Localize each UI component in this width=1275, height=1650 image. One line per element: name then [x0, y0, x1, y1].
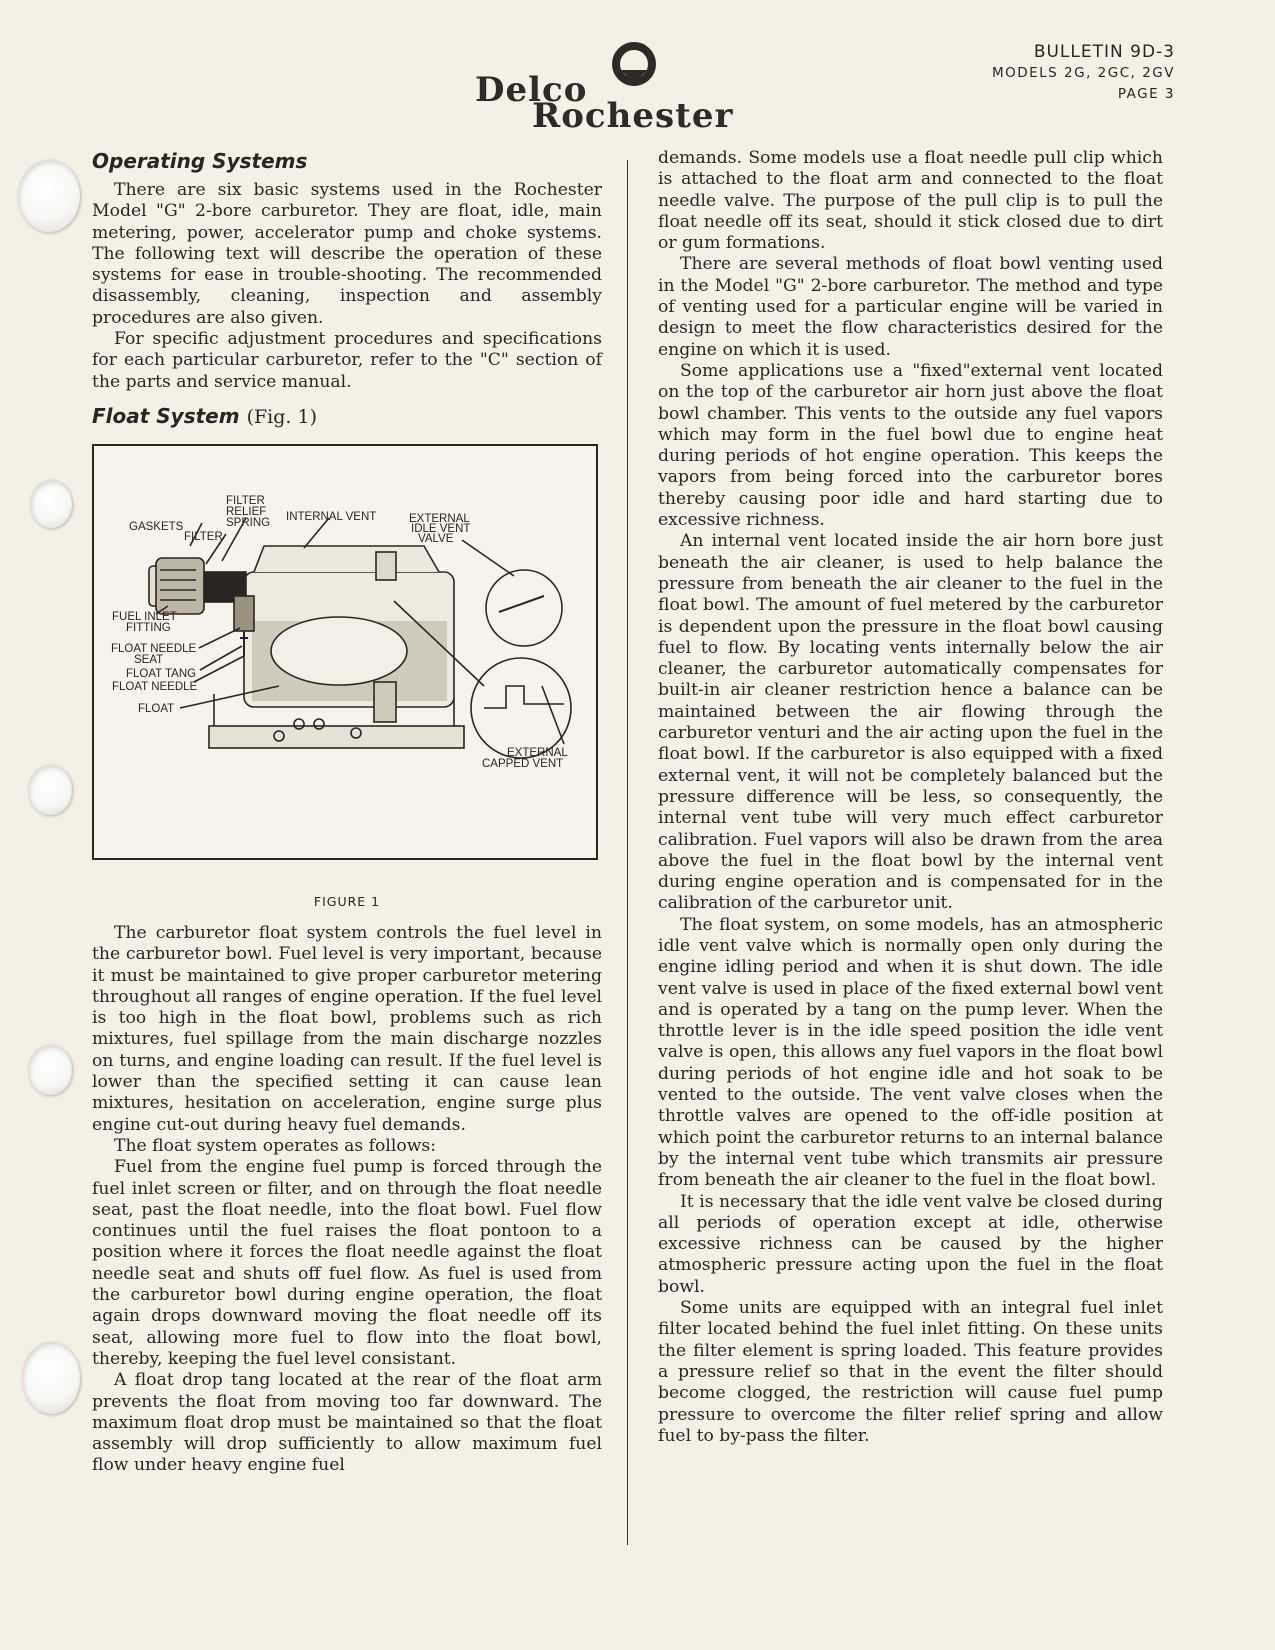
- label-external-capped-vent: CAPPED VENT: [482, 757, 564, 770]
- label-external-idle-vent-valve: VALVE: [418, 532, 454, 545]
- page-number: PAGE 3: [1117, 86, 1175, 102]
- float-system-title: Float System: [92, 403, 240, 428]
- label-fuel-inlet-fitting: FUEL INLET: [112, 610, 177, 623]
- binder-hole: [22, 1342, 80, 1414]
- figure-1-diagram: [92, 444, 598, 860]
- label-float-tang: FLOAT TANG: [126, 667, 197, 680]
- logo-word-delco: Delco: [475, 70, 588, 110]
- bulletin-number: BULLETIN 9D-3: [1033, 42, 1175, 62]
- label-filter-relief-spring: SPRING: [226, 516, 271, 529]
- label-float-needle-seat: SEAT: [134, 653, 164, 666]
- paragraph: The carburetor float system controls the fuel level in the carburetor bowl. Fuel level is very important, because it must be maintained to give proper carburetor metering throughout all ranges of engine operation. If the fuel level is too high in the float bowl, problems such as rich mixtures, fuel spillage from the main discharge nozzles on turns, and engine loading can result. If the fuel level is lower than the specified setting it can cause lean mixtures, hesitation on acceleration, engine surge plus engine cut-out during heavy fuel demands.: [92, 922, 602, 1135]
- bulletin-models: MODELS 2G, 2GC, 2GV: [991, 65, 1175, 81]
- paragraph: It is necessary that the idle vent valve be closed during all periods of operation except at idle, otherwise excessive richness can be caused by the higher atmospheric pressure acting upon the fuel in the float bowl.: [658, 1191, 1163, 1297]
- figure-reference: (Fig. 1): [246, 405, 317, 428]
- label-filter: FILTER: [184, 530, 223, 543]
- paragraph: An internal vent located inside the air horn bore just beneath the air cleaner, is used to help balance the pressure from beneath the air cleaner to the fuel in the float bowl. The amount of fuel metered by the carburetor is dependent upon the pressure in the float bowl causing fuel to flow. By locating vents internally below the air cleaner, the carburetor automatically compensates for built-in air cleaner restriction hence a balance can be maintained between the air flowing through the carburetor venturi and the air acting upon the fuel in the float bowl. If the carburetor is also equipped with a fixed external vent, it will not be completely balanced but the pressure difference will be less, so consequently, the internal vent tube will very much effect carburetor calibration. Fuel vapors will also be drawn from the area above the fuel in the float bowl by the internal vent during engine operation and is compensated for in the calibration of the carburetor unit.: [658, 531, 1163, 914]
- label-gaskets: GASKETS: [129, 520, 184, 533]
- section-heading-float-system: [92, 403, 602, 430]
- paragraph: Some units are equipped with an integral fuel inlet filter located behind the fuel inlet fitting. On these units the filter element is spring loaded. This feature provides a pressure relief so that in the event the filter should become clogged, the restriction will cause fuel pump pressure to overcome the filter relief spring and allow fuel to by-pass the filter.: [658, 1298, 1163, 1446]
- paragraph: The float system operates as follows:: [114, 1135, 437, 1156]
- section-heading-operating-systems: Operating Systems: [92, 149, 308, 173]
- label-fuel-inlet-fitting: FITTING: [126, 621, 171, 634]
- paragraph: For specific adjustment procedures and specifications for each particular carburetor, refer to the "C" section of the parts and service manual.: [92, 329, 602, 392]
- label-float: FLOAT: [138, 702, 175, 715]
- label-filter-relief-spring: RELIEF: [226, 505, 267, 518]
- label-float-needle: FLOAT NEEDLE: [112, 680, 198, 693]
- paragraph: Fuel from the engine fuel pump is forced through the fuel inlet screen or filter, and on through the float needle seat, past the float needle, into the float bowl. Fuel flow continues until the fuel raises the float pontoon to a position where it forces the float needle against the float needle seat and shuts off fuel flow. As fuel is used from the carburetor bowl during engine operation, the float again drops downward moving the float needle off its seat, allowing more fuel to flow into the float bowl, thereby, keeping the fuel level consistant.: [92, 1157, 602, 1369]
- left-column: [92, 148, 602, 1477]
- paragraph: There are several methods of float bowl venting used in the Model "G" 2-bore carburetor. The method and type of venting used for a particular engine will be varied in design to meet the flow characteristics desired for the engine on which it is used.: [658, 254, 1163, 360]
- binder-hole: [30, 480, 72, 528]
- right-column: [658, 148, 1163, 1447]
- binder-hole: [18, 160, 80, 232]
- paragraph: Some applications use a "fixed"external vent located on the top of the carburetor air horn just above the float bowl chamber. This vents to the outside any fuel vapors which may form in the fuel bowl due to engine heat during periods of hot engine operation. This keeps the vapors from being forced into the carburetor bores thereby causing poor idle and hard starting due to excessive richness.: [658, 360, 1163, 531]
- paragraph: There are six basic systems used in the Rochester Model "G" 2-bore carburetor. They are float, idle, main metering, power, accelerator pump and choke systems. The following text will describe the operation of these systems for ease in trouble-shooting. The recommended disassembly, cleaning, inspection and assembly procedures are also given.: [92, 180, 602, 328]
- label-external-idle-vent-valve: IDLE VENT: [411, 522, 471, 535]
- delco-emblem-icon: [612, 42, 668, 88]
- carburetor-float-diagram: [94, 446, 596, 858]
- figure-caption: FIGURE 1: [313, 893, 381, 909]
- binder-hole: [28, 765, 72, 815]
- label-external-idle-vent-valve: EXTERNAL: [409, 512, 470, 525]
- label-external-capped-vent: EXTERNAL: [507, 746, 568, 759]
- column-divider: [627, 160, 628, 1545]
- paragraph: demands. Some models use a float needle pull clip which is attached to the float arm and connected to the float needle valve. The purpose of the pull clip is to pull the float needle off its seat, should it stick closed due to dirt or gum formations.: [658, 148, 1163, 254]
- paragraph: A float drop tang located at the rear of the float arm prevents the float from moving too far downward. The maximum float drop must be maintained so that the float assembly will drop sufficiently to allow maximum fuel flow under heavy engine fuel: [92, 1370, 602, 1476]
- logo-word-rochester: Rochester: [532, 96, 734, 136]
- label-internal-vent: INTERNAL VENT: [286, 510, 377, 523]
- bulletin-header: [935, 42, 1175, 105]
- binder-hole: [28, 1045, 72, 1095]
- label-float-needle-seat: FLOAT NEEDLE: [111, 642, 197, 655]
- paragraph: The float system, on some models, has an atmospheric idle vent valve which is normally open only during the engine idling period and when it is shut down. The idle vent valve is used in place of the fixed external bowl vent and is operated by a tang on the pump lever. When the throttle lever is in the idle speed position the idle vent valve is open, this allows any fuel vapors in the float bowl during periods of hot engine idle and hot soak to be vented to the outside. The vent valve closes when the throttle valves are opened to the off-idle position at which point the carburetor returns to an internal balance by the internal vent tube which transmits air pressure from beneath the air cleaner to the fuel in the float bowl.: [658, 914, 1163, 1191]
- delco-rochester-logo: [470, 42, 790, 136]
- label-filter-relief-spring: FILTER: [226, 494, 265, 507]
